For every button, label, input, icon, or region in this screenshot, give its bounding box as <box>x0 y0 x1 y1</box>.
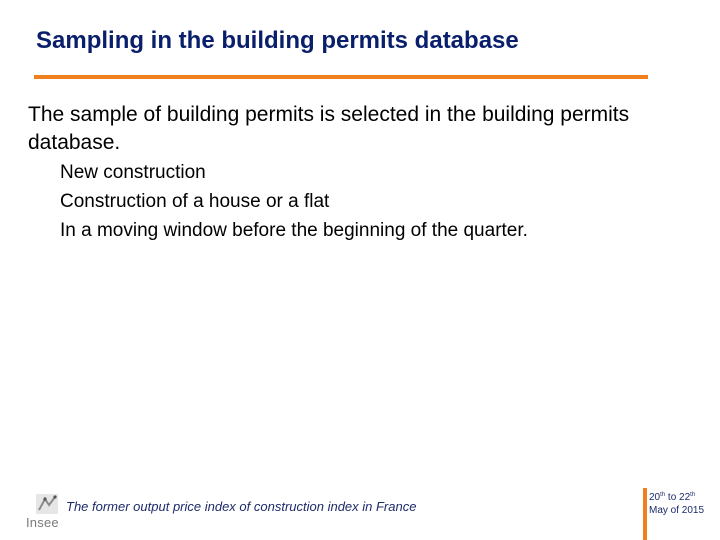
footer-caption: The former output price index of construction index in France <box>66 499 417 514</box>
date-day-start-suffix: th <box>660 492 666 498</box>
date-line-2: May of 2015 <box>649 505 705 516</box>
date-to: to <box>667 492 677 503</box>
bullet-item: Construction of a house or a flat <box>60 191 330 212</box>
insee-logo-mark-icon <box>36 494 58 514</box>
date-line-1 <box>649 491 704 504</box>
body-paragraph: The sample of building permits is selected in the building permits database. <box>28 103 630 154</box>
title-underline <box>34 75 648 79</box>
slide-title: Sampling in the building permits database <box>36 27 519 54</box>
bullet-list <box>60 158 528 245</box>
date-day-end: 22 <box>679 492 691 503</box>
date-day-start: 20 <box>649 492 661 503</box>
date-accent-bar <box>643 488 647 540</box>
date-block <box>649 491 704 517</box>
date-day-end-suffix: th <box>690 492 696 498</box>
bullet-item: New construction <box>60 162 206 183</box>
logo-text: Insee <box>26 515 59 530</box>
bullet-item: In a moving window before the beginning of the quarter. <box>60 220 528 241</box>
insee-logo <box>24 494 64 534</box>
